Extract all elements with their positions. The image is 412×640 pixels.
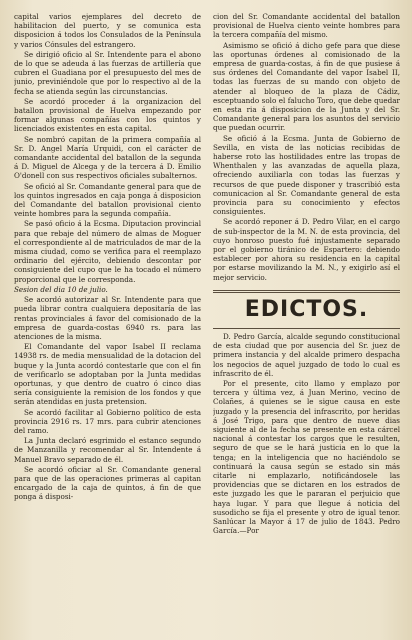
section-divider xyxy=(213,290,400,293)
paragraph: Se ofició al Sr. Comandante general para que de los quintos ingresados en caja ponga á disposicion del Comandante del batallon provisional ciento veinte hombres para la segunda compañía. xyxy=(14,181,201,219)
paragraph: capital varios ejemplares del decreto de habilitacion del puerto, y se comunica esta disposicion á todos los Consulados de la Península y varios Cónsules del estrangero. xyxy=(14,12,201,49)
paragraph: El Comandante del vapor Isabel II reclama 14938 rs. de media mensualidad de la dotacion del buque y la Junta acordó contestarle que con el fin de verificarlo se adoptaban por la Junta medidas oportunas, y que dentro de cuatro ó cinco dias sería consiguiente la remision de los fondos y que serán atendidas en justa pretension. xyxy=(14,342,201,407)
paragraph: cion del Sr. Comandante accidental del batallon provisional de Huelva ciento veinte hombres para la tercera compañía del mismo. xyxy=(213,12,400,40)
paragraph: Se acordó autorizar al Sr. Intendente para que pueda librar contra cualquiera depositaría de las rentas provinciales á favor del comisionado de la empresa de guarda-costas 6940 rs. para las atenciones de la misma. xyxy=(14,295,201,341)
paragraph: Asimismo se ofició á dicho gefe para que diese las oportunas órdenes al comisionado de la empresa de guarda-costas, á fin de que pusiese á sus órdenes del Comandante del vapor Isabel II, todas las fuerzas de su mando con objeto de atender al bloqueo de la plaza de Cádiz, esceptuando solo el falucho Toro, que debe quedar en esta ria á disposicion de la Junta y del Sr. Comandante general para los asuntos del servicio que puedan ocurrir. xyxy=(213,40,400,133)
paragraph: Se nombró capitan de la primera compañía al Sr. D. Angel María Urquidi, con el carácter de comandante accidental del batallon de la segunda á D. Miguel de Alcega y de la tercera á D. Emilio O'donell con sus respectivos oficiales subalternos. xyxy=(14,134,201,181)
paragraph: Se pasó oficio á la Ecsma. Diputacion provincial para que rebaje del número de almas de Moguer el correspondiente al de matriculados de mar de la misma ciudad, como se verifica para el reemplazo ordinario del ejército, debiendo descontar por consiguiente del cupo que le ha tocado el número proporcional que le corresponda. xyxy=(14,219,201,284)
paragraph: Se acordó proceder á la organizacion del batallon provisional de Huelva empezando por formar algunas compañías con los quintos y licenciados existentes en esta capital. xyxy=(14,96,201,134)
heading-underline xyxy=(213,328,400,329)
paragraph: Se acordó reponer á D. Pedro Vilar, en el cargo de sub-inspector de la M. N. de esta provincia, del cuyo honroso puesto fué injustamente separado por el gobierno tiránico de Espartero: debiendo establecer por ahora su residencia en la capital por estarse movilizando la M. N., y exigirlo así el mejor servicio. xyxy=(213,217,400,282)
paragraph: La Junta declaró esgrimido el estanco segundo de Manzanilla y recomendar al Sr. Intendente á Manuel Bravo separado de él. xyxy=(14,436,201,464)
paragraph: Se acordó oficiar al Sr. Comandante general para que de las operaciones primeras al capitan encargado de la caja de quintos, á fin de que ponga á disposi- xyxy=(14,464,201,502)
right-column xyxy=(213,12,400,634)
session-title: Sesion del dia 10 de julio. xyxy=(14,284,108,294)
edicts-heading: EDICTOS. xyxy=(244,296,369,322)
paragraph: Se ofició á la Ecsma. Junta de Gobierno de Sevilla, en vista de las noticias recibidas de haberse roto las hostilidades entre las tropas de Whenthalen y las avanzadas de aquella plaza, ofreciendo auxiliarla con todas las fuerzas y recursos de que puede disponer y trascribió esta comunicacion al Sr. Comandante general de esta provincia para su conocimiento y efectos consiguientes. xyxy=(213,133,400,217)
paragraph: Se acordó facilitar al Gobierno político de esta provincia 2916 rs. 17 mrs. para cubrir atenciones del ramo. xyxy=(14,407,201,435)
paragraph: Se dirigió oficio al Sr. Intendente para el abono de lo que se adeuda á las fuerzas de artillería que cubren el Guadiana por el presupuesto del mes de junio, previniéndole que por lo respectivo al de la fecha se atienda según las circunstancias. xyxy=(14,49,201,96)
edict-paragraph: Por el presente, cito llamo y emplazo por tercera y última vez, á Juan Merino, vecino de Colañes, á quienes se le sigue causa en este juzgado y la presencia del infrascrito, por heridas á José Trigo, para que dentro de nueve dias siguiente al de la fecha se presente en esta cárcel nacional á contestar los cargos que le resulten, seguro de que se le hará justicia en lo que la tenga; en la inteligencia que no haciéndolo se continuará la causa según se estado sin más citarle ni emplazarlo, notificándosele las providencias que se dictaren en los estrados de este juzgado les que le pararan el perjuicio que haya lugar. Y para que llegue á noticia del susodicho se fija el presente y otro de igual tenor. Sanlúcar la Mayor á 17 de julio de 1843. Pedro García.—Por xyxy=(213,378,400,536)
edict-paragraph: D. Pedro García, alcalde segundo constitucional de esta ciudad que por ausencia del Sr. juez de primera instancia y del alcalde primero despacha los negocios de aquel juzgado de todo lo cual es infrascrito de él. xyxy=(213,331,400,378)
left-column xyxy=(14,12,201,634)
